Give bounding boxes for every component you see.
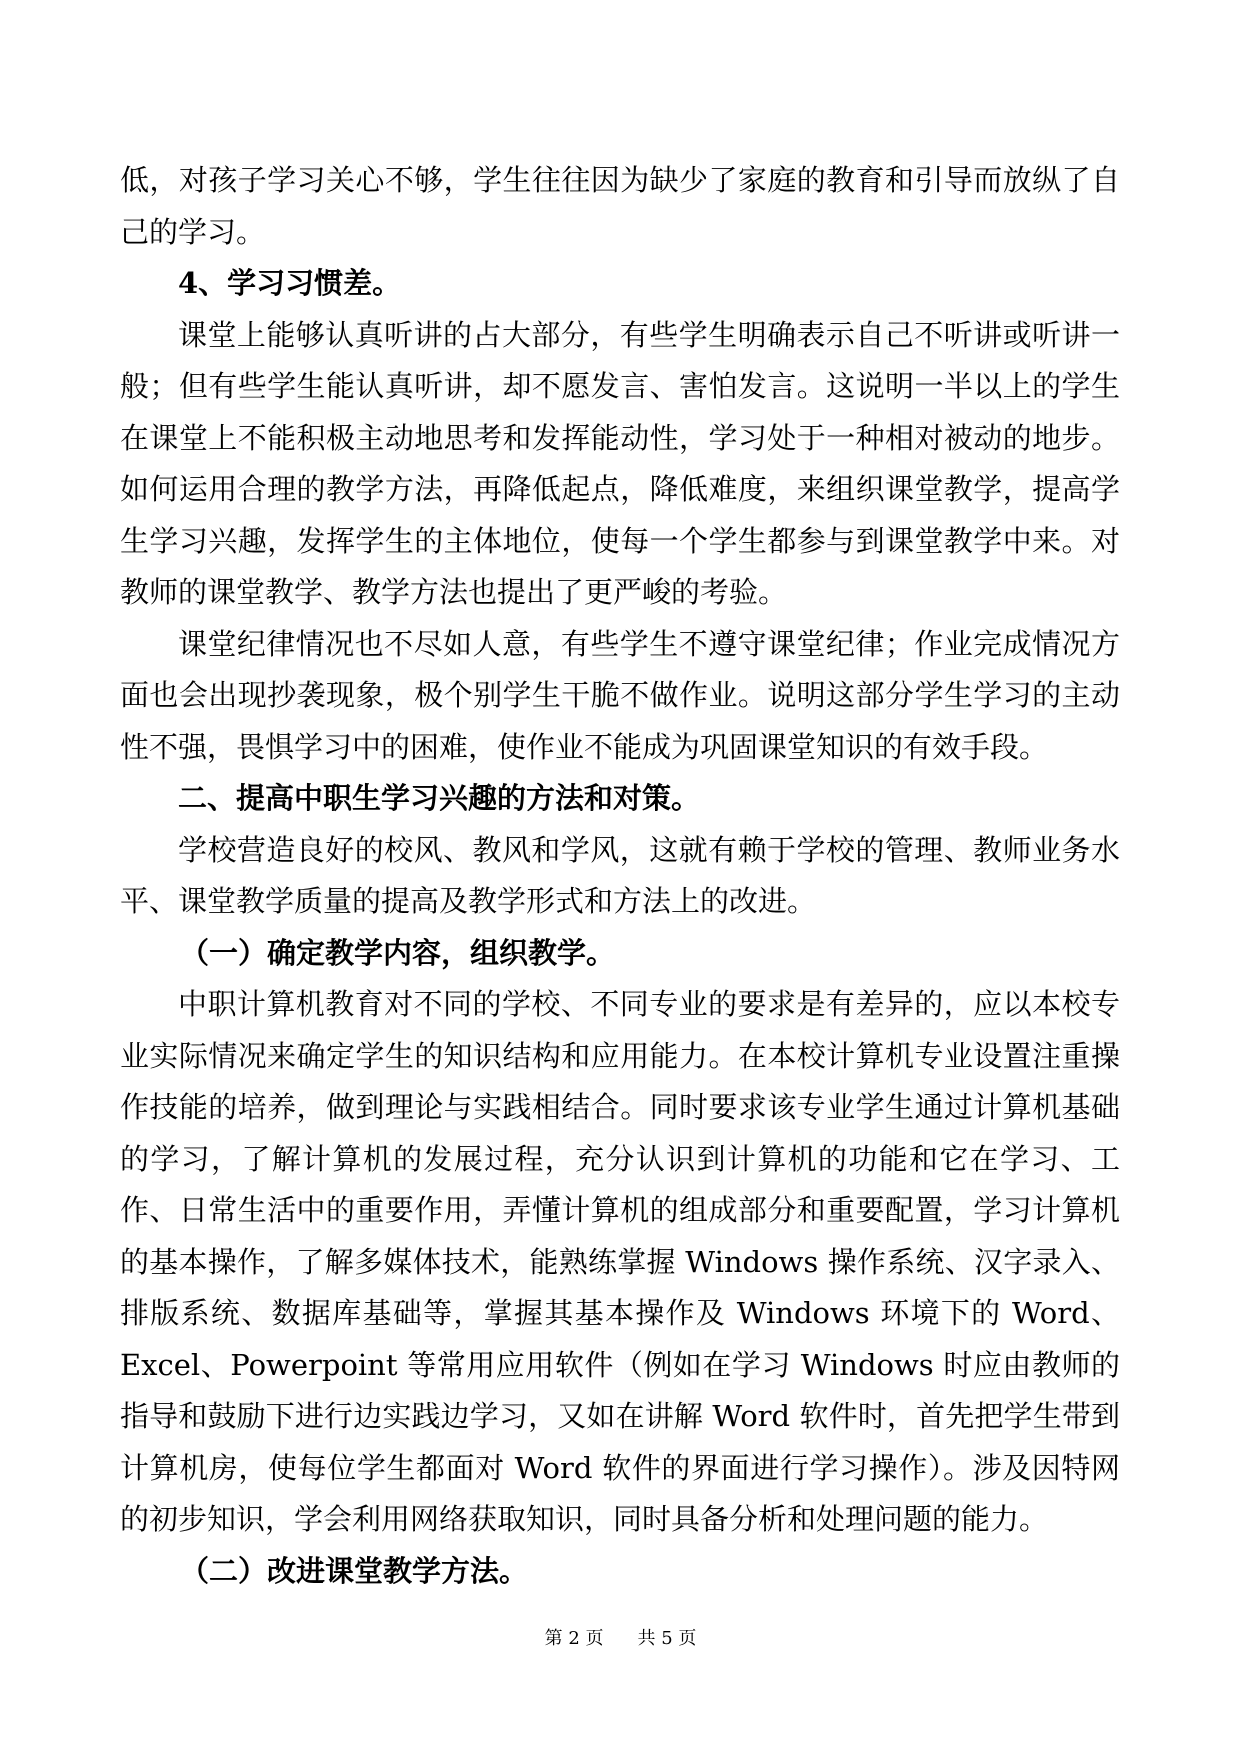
paragraph-classroom-discipline: 课堂纪律情况也不尽如人意，有些学生不遵守课堂纪律；作业完成情况方面也会出现抄袭现象，极个别学生干脆不做作业。说明这部分学生学习的主动性不强，畏惧学习中的困难，使作业不能成为巩固课堂知识的有效手段。 [120,626,1120,764]
heading-subsection-one: （一）确定教学内容，组织教学。 [180,935,616,970]
heading-section-two: 二、提高中职生学习兴趣的方法和对策。 [178,781,701,815]
page-total: 共 5 页 [637,1628,697,1649]
paragraph-classroom-listening: 课堂上能够认真听讲的占大部分，有些学生明确表示自己不听讲或听讲一般；但有些学生能认真听讲，却不愿发言、害怕发言。这说明一半以上的学生在课堂上不能积极主动地思考和发挥能动性，学习处于一种相对被动的地步。如何运用合理的教学方法，再降低起点，降低难度，来组织课堂教学，提高学生学习兴趣，发挥学生的主体地位，使每一个学生都参与到课堂教学中来。对教师的课堂教学、教学方法也提出了更严峻的考验。 [120,317,1120,609]
heading-study-habits: 4、学习习惯差。 [178,266,402,300]
page-number: 第 2 页 [544,1628,604,1649]
paragraph-teaching-content: 中职计算机教育对不同的学校、不同专业的要求是有差异的，应以本校专业实际情况来确定学生的知识结构和应用能力。在本校计算机专业设置注重操作技能的培养，做到理论与实践相结合。同时要求该专业学生通过计算机基础的学习，了解计算机的发展过程，充分认识到计算机的功能和它在学习、工作、日常生活中的重要作用，弄懂计算机的组成部分和重要配置，学习计算机的基本操作，了解多媒体技术，能熟练掌握 Windows 操作系统、汉字录入、排版系统、数据库基础等，掌握其基本操作及 Windows 环境下的 Word、Excel、Powerpoint 等常用应用软件（例如在学习 Windows 时应由教师的指导和鼓励下进行边实践边学习，又如在讲解 Word 软件时，首先把学生带到计算机房，使每位学生都面对 Word 软件的界面进行学习操作）。涉及因特网的初步知识，学会利用网络获取知识，同时具备分析和处理问题的能力。 [120,987,1120,1536]
document-body [120,155,1120,1597]
paragraph-continuation: 低，对孩子学习关心不够，学生往往因为缺少了家庭的教育和引导而放纵了自己的学习。 [120,163,1120,249]
heading-subsection-two: （二）改进课堂教学方法。 [180,1553,529,1588]
paragraph-school-culture: 学校营造良好的校风、教风和学风，这就有赖于学校的管理、教师业务水平、课堂教学质量的提高及教学形式和方法上的改进。 [120,832,1120,918]
page-footer [0,1627,1241,1651]
